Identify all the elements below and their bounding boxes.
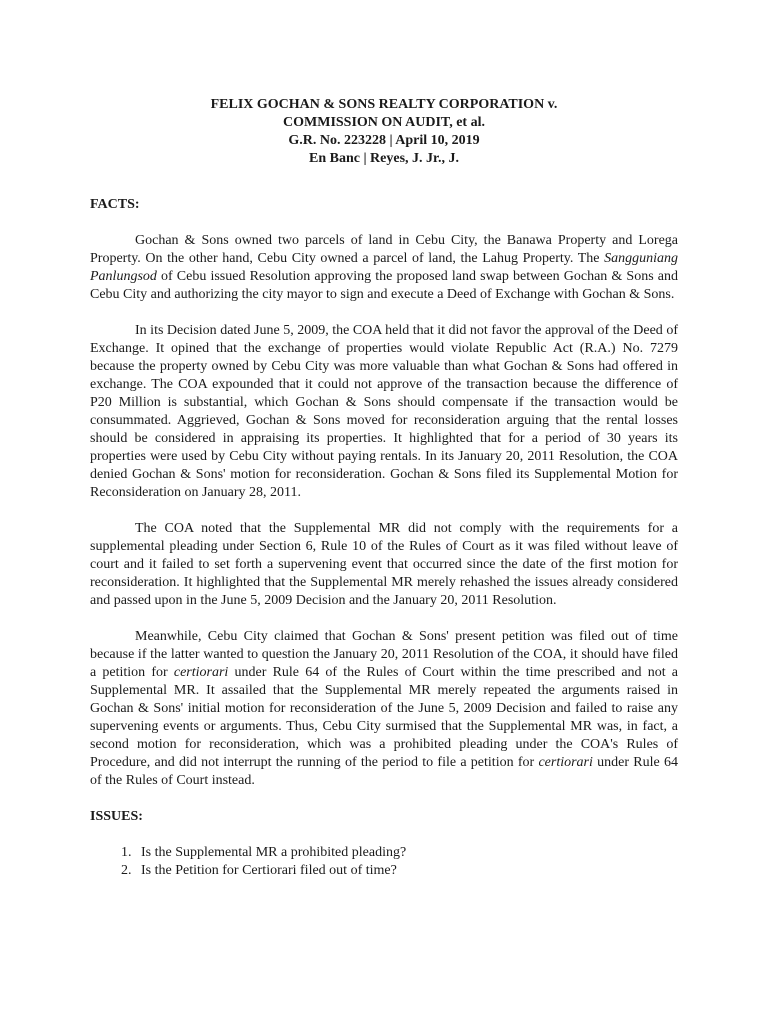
case-title-line2: COMMISSION ON AUDIT, et al. bbox=[283, 115, 485, 130]
issue-item: 1. Is the Supplemental MR a prohibited pleading? bbox=[135, 844, 678, 862]
issues-heading: ISSUES: bbox=[90, 809, 143, 824]
issue-item: 2. Is the Petition for Certiorari filed out of time? bbox=[135, 862, 678, 880]
issues-list bbox=[90, 844, 678, 880]
case-header bbox=[90, 96, 678, 168]
case-number-date: G.R. No. 223228 | April 10, 2019 bbox=[288, 133, 480, 148]
facts-paragraph-4: Meanwhile, Cebu City claimed that Gochan & Sons' present petition was filed out of time because if the latter wanted to question the January 20, 2011 Resolution of the COA, it should have filed a petition for certiorari under Rule 64 of the Rules of Court within the time prescribed and not a Supplemental MR. It assailed that the Supplemental MR merely repeated the arguments raised in Gochan & Sons' initial motion for reconsideration of the June 5, 2009 Decision and failed to raise any supervening events or arguments. Thus, Cebu City surmised that the Supplemental MR was, in fact, a second motion for reconsideration, which was a prohibited pleading under the COA's Rules of Procedure, and did not interrupt the running of the period to file a petition for certiorari under Rule 64 of the Rules of Court instead. bbox=[90, 629, 678, 788]
facts-paragraph-1: Gochan & Sons owned two parcels of land in Cebu City, the Banawa Property and Lorega Property. On the other hand, Cebu City owned a parcel of land, the Lahug Property. The Sangguniang Panlungsod of Cebu issued Resolution approving the proposed land swap between Gochan & Sons and Cebu City and authorizing the city mayor to sign and execute a Deed of Exchange with Gochan & Sons. bbox=[90, 233, 678, 302]
facts-paragraph-2: In its Decision dated June 5, 2009, the COA held that it did not favor the approval of the Deed of Exchange. It opined that the exchange of properties would violate Republic Act (R.A.) No. 7279 because the property owned by Cebu City was more valuable than what Gochan & Sons had offered in exchange. The COA expounded that it could not approve of the transaction because the difference of P20 Million is substantial, which Gochan & Sons should compensate if the transaction would be consummated. Aggrieved, Gochan & Sons moved for reconsideration arguing that the rental losses should be considered in appraising its properties. It highlighted that for a period of 30 years its properties were used by Cebu City without paying rentals. In its January 20, 2011 Resolution, the COA denied Gochan & Sons' motion for reconsideration. Gochan & Sons filed its Supplemental Motion for Reconsideration on January 28, 2011. bbox=[90, 323, 678, 500]
case-title-line1: FELIX GOCHAN & SONS REALTY CORPORATION v. bbox=[210, 97, 558, 112]
facts-paragraph-3: The COA noted that the Supplemental MR did not comply with the requirements for a supplemental pleading under Section 6, Rule 10 of the Rules of Court as it was filed without leave of court and it failed to set forth a supervening event that occurred since the date of the first motion for reconsideration. It highlighted that the Supplemental MR merely rehashed the issues already considered and passed upon in the June 5, 2009 Decision and the January 20, 2011 Resolution. bbox=[90, 521, 678, 608]
facts-heading: FACTS: bbox=[90, 197, 140, 212]
case-court-ponente: En Banc | Reyes, J. Jr., J. bbox=[309, 151, 459, 166]
